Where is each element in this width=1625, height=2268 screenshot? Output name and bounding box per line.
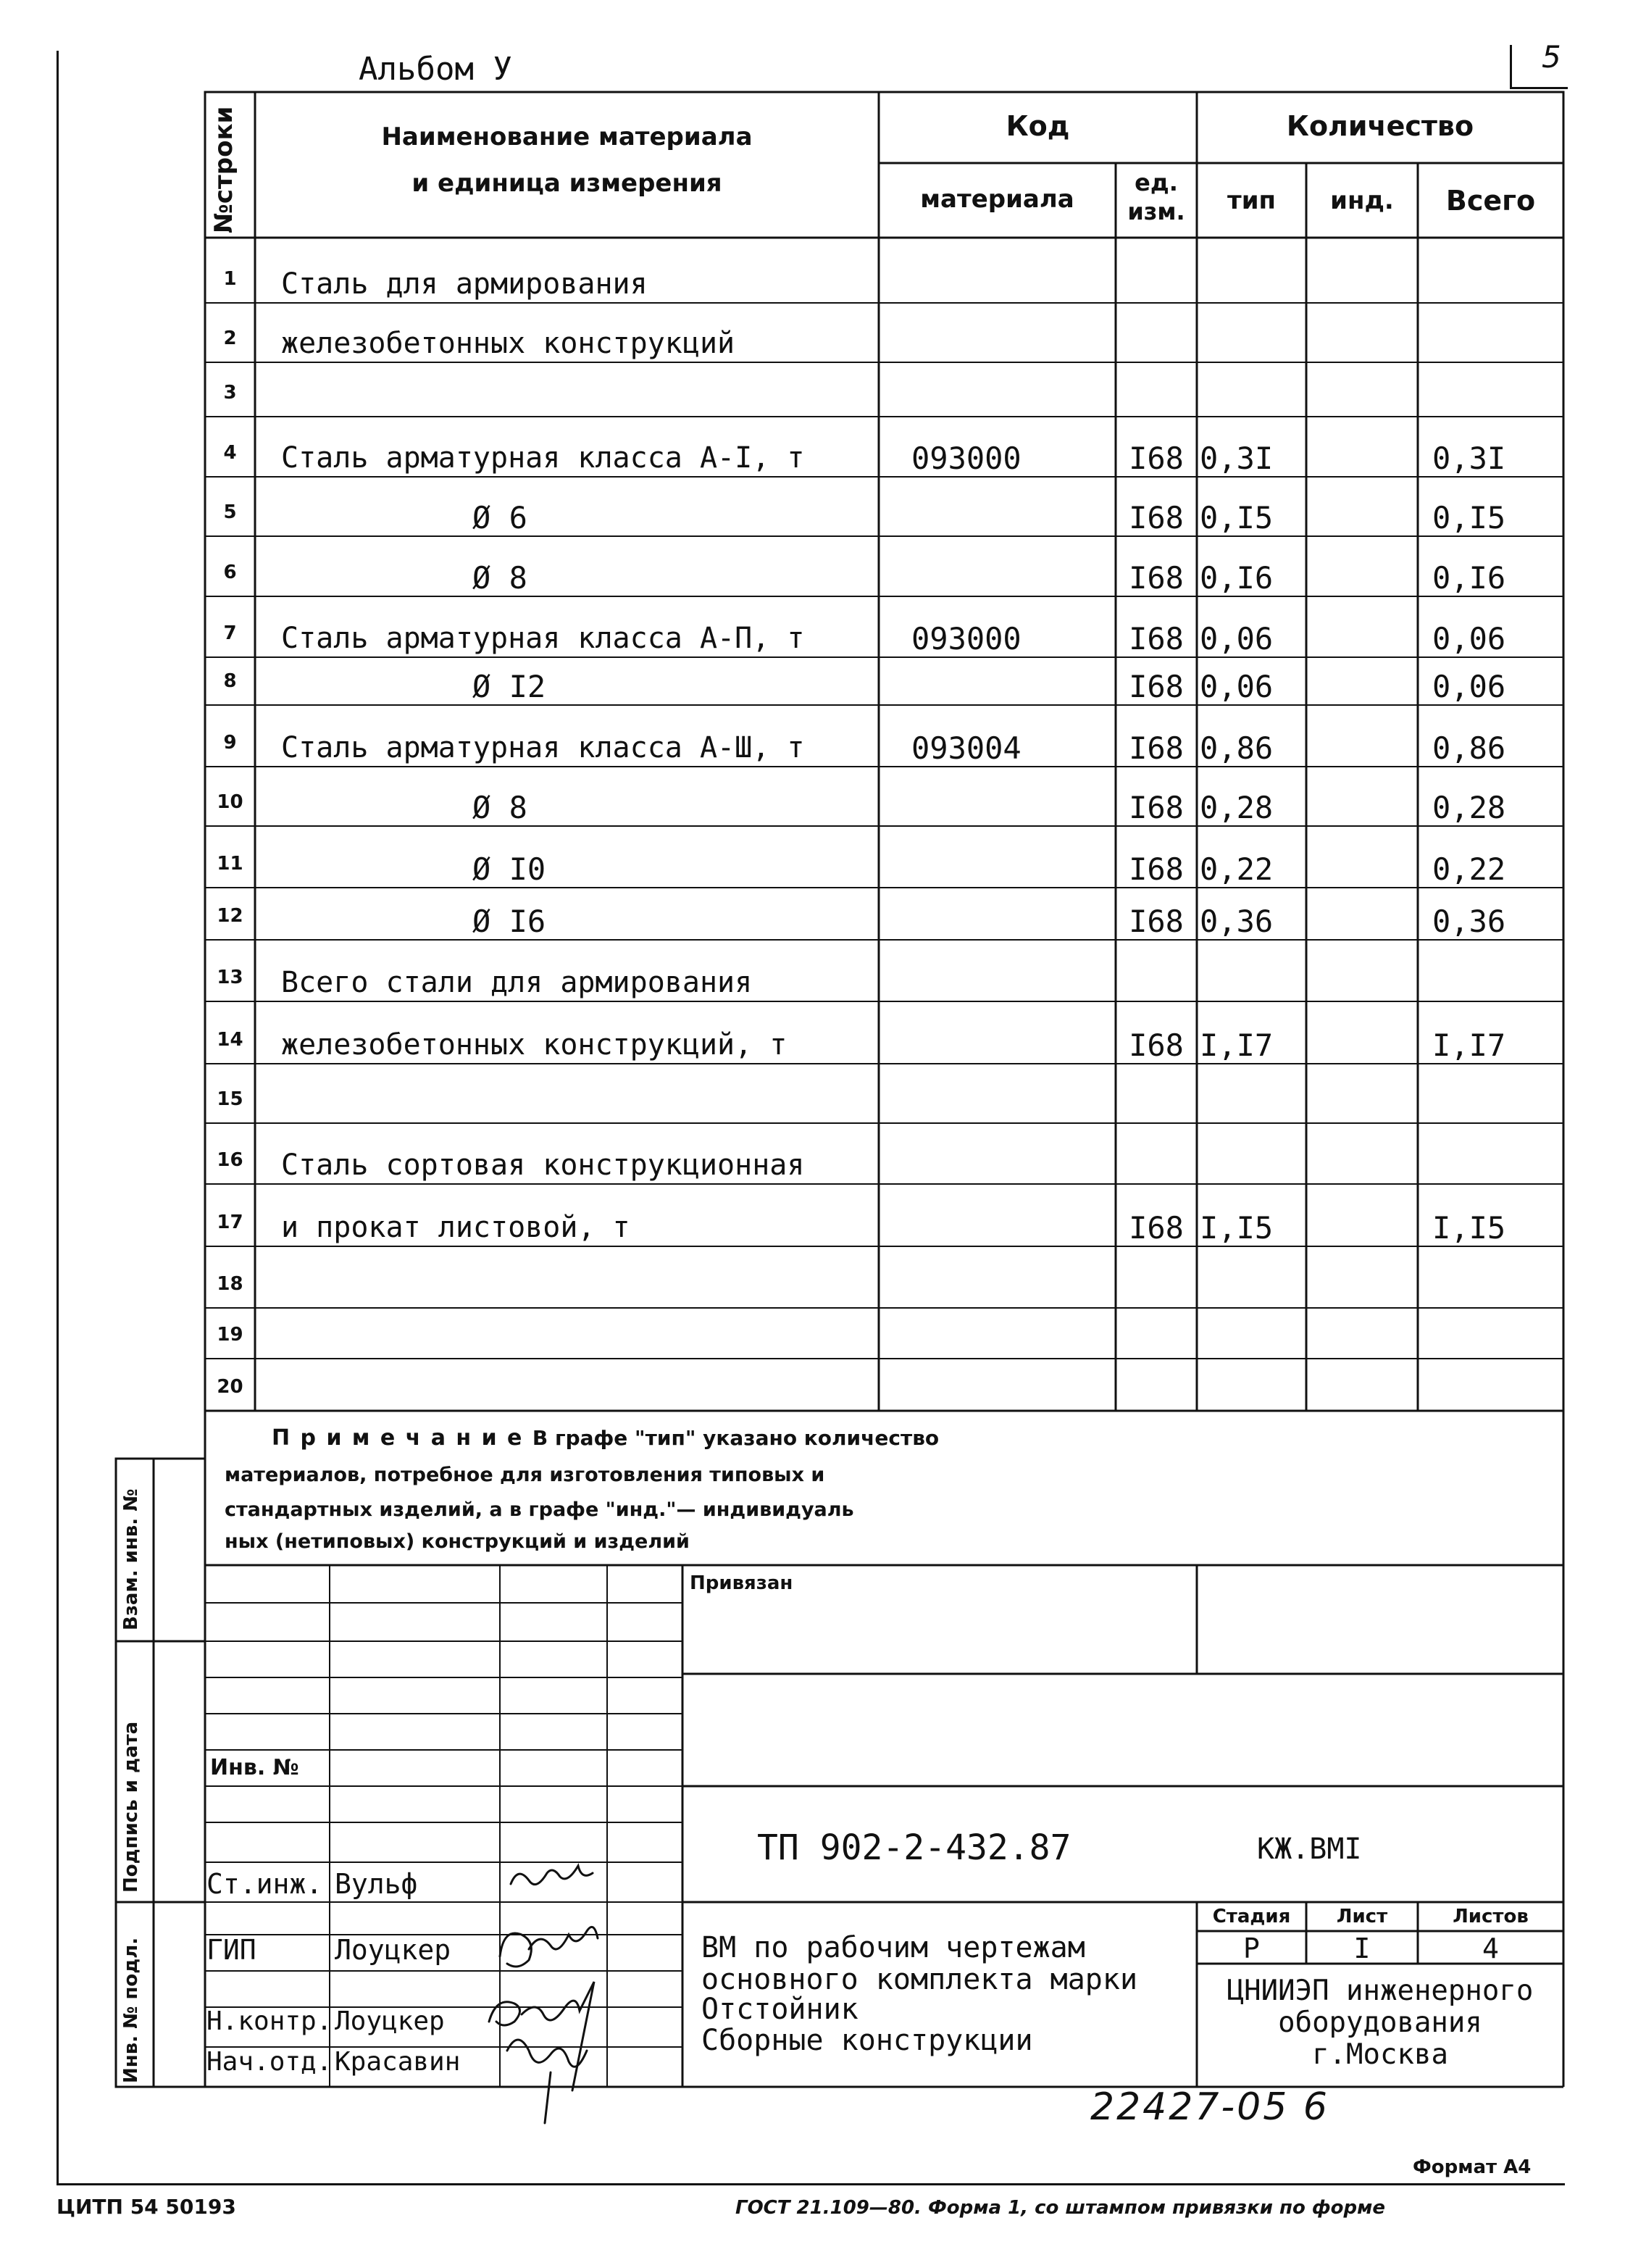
unit-code: I68	[1129, 560, 1184, 596]
header-type: тип	[1227, 186, 1277, 215]
material-name: Сталь арматурная класса А-I, т	[281, 441, 805, 475]
name-2: Лоуцкер	[335, 1934, 451, 1966]
quantity-type: 0,86	[1200, 730, 1274, 766]
row-number: 17	[217, 1212, 243, 1233]
quantity-total: 0,06	[1432, 621, 1506, 656]
role-2: ГИП	[206, 1934, 256, 1966]
signature-3	[489, 1982, 594, 2090]
inv-no-label: Инв. №	[210, 1755, 299, 1780]
name-4: Красавин	[335, 2047, 461, 2077]
sheets-value: 4	[1482, 1933, 1499, 1964]
row-number: 11	[217, 853, 243, 875]
stage-value: Р	[1243, 1933, 1260, 1964]
material-name: и прокат листовой, т	[281, 1211, 630, 1244]
role-1: Ст.инж.	[206, 1868, 323, 1900]
quantity-total: 0,28	[1432, 790, 1506, 825]
doc-mark: КЖ.ВМI	[1257, 1833, 1362, 1866]
unit-code: I68	[1129, 441, 1184, 476]
privyazan-label: Привязан	[690, 1572, 793, 1594]
title-line3: Отстойник	[701, 1993, 859, 2026]
title-line2: основного комплекта марки	[701, 1963, 1138, 1996]
doc-code: ТП 902-2-432.87	[757, 1827, 1072, 1868]
handwritten-number: 22427-05 6	[1090, 2085, 1329, 2129]
note-line2: материалов, потребное для изготовления типовых и	[225, 1464, 825, 1486]
signature-2	[500, 1927, 598, 1967]
quantity-type: 0,36	[1200, 904, 1274, 939]
quantity-type: 0,06	[1200, 621, 1274, 656]
quantity-total: 0,I5	[1432, 500, 1506, 535]
quantity-total: 0,I6	[1432, 560, 1506, 596]
material-name: Сталь арматурная класса А-П, т	[281, 622, 805, 655]
org-line3: г.Москва	[1312, 2038, 1448, 2071]
name-1: Вульф	[335, 1868, 418, 1900]
unit-code: I68	[1129, 851, 1184, 887]
header-ind: инд.	[1330, 186, 1394, 215]
org-line1: ЦНИИЭП инженерного	[1227, 1975, 1534, 2007]
row-number: 2	[223, 328, 237, 349]
quantity-type: I,I5	[1200, 1210, 1274, 1246]
header-unit-1: ед.	[1135, 169, 1178, 196]
unit-code: I68	[1129, 790, 1184, 825]
row-number: 1	[223, 268, 237, 290]
material-name: Сталь арматурная класса А-Ш, т	[281, 731, 805, 764]
note-title-text: П р и м е ч а н и е	[272, 1425, 524, 1451]
unit-code: I68	[1129, 1027, 1184, 1063]
format-label: Формат А4	[1413, 2156, 1532, 2178]
row-number: 14	[217, 1029, 243, 1051]
footer-right: ГОСТ 21.109—80. Форма 1, со штампом привязки по форме	[735, 2197, 1386, 2219]
row-number: 12	[217, 905, 243, 927]
quantity-total: 0,22	[1432, 851, 1506, 887]
material-name: железобетонных конструкций, т	[281, 1028, 788, 1062]
quantity-total: 0,06	[1432, 669, 1506, 704]
material-code: 093000	[911, 621, 1022, 656]
header-row-no: №строки	[209, 106, 238, 233]
row-number: 20	[217, 1376, 243, 1398]
quantity-type: 0,I6	[1200, 560, 1274, 596]
unit-code: I68	[1129, 621, 1184, 656]
role-4: Нач.отд.	[206, 2047, 333, 2077]
header-material: материала	[920, 185, 1074, 214]
unit-code: I68	[1129, 1210, 1184, 1246]
header-name-line1: Наименование материала	[381, 122, 753, 151]
signature-1	[511, 1866, 593, 1885]
row-number: 8	[223, 670, 237, 692]
footer-left: ЦИТП 54 50193	[57, 2195, 236, 2219]
unit-code: I68	[1129, 500, 1184, 535]
row-number: 4	[223, 442, 237, 464]
material-name: Ø 6	[472, 500, 527, 535]
quantity-total: 0,86	[1432, 730, 1506, 766]
quantity-type: I,I7	[1200, 1027, 1274, 1063]
row-number: 7	[223, 622, 237, 644]
quantity-total: I,I7	[1432, 1027, 1506, 1063]
material-name: Ø I2	[472, 669, 546, 704]
row-number: 13	[217, 967, 243, 988]
note-line1: В графе "тип" указано количество	[532, 1426, 940, 1450]
material-name: Сталь для армирования	[281, 267, 648, 301]
stage-label: Стадия	[1212, 1906, 1291, 1927]
material-code: 093000	[911, 441, 1022, 476]
role-3: Н.контр.	[206, 2006, 333, 2036]
org-line2: оборудования	[1278, 2006, 1482, 2039]
unit-code: I68	[1129, 669, 1184, 704]
quantity-type: 0,06	[1200, 669, 1274, 704]
material-name: Ø 8	[472, 560, 527, 596]
quantity-total: 0,36	[1432, 904, 1506, 939]
material-name: Ø I6	[472, 904, 546, 939]
sheets-label: Листов	[1453, 1906, 1529, 1927]
quantity-type: 0,3I	[1200, 441, 1274, 476]
title-line1: ВМ по рабочим чертежам	[701, 1931, 1085, 1964]
note-line4: ных (нетиповых) конструкций и изделий	[225, 1530, 690, 1553]
material-name: Ø 8	[472, 790, 527, 825]
row-number: 5	[223, 501, 237, 523]
material-name: железобетонных конструкций	[281, 327, 735, 360]
row-number: 18	[217, 1273, 243, 1295]
page-number: 5	[1542, 39, 1561, 75]
sheet-value: I	[1353, 1933, 1371, 1964]
row-number: 9	[223, 732, 237, 754]
material-code: 093004	[911, 730, 1022, 766]
unit-code: I68	[1129, 904, 1184, 939]
row-number: 15	[217, 1088, 243, 1110]
material-name: Ø I0	[472, 851, 546, 887]
title-line4: Сборные конструкции	[701, 2024, 1033, 2057]
row-number: 3	[223, 382, 237, 404]
name-3: Лоуцкер	[335, 2006, 445, 2036]
note-line3: стандартных изделий, а в графе "инд."— индивидуаль	[225, 1498, 854, 1521]
header-unit-2: изм.	[1127, 198, 1185, 225]
side-label-podpis: Подпись и дата	[120, 1721, 142, 1893]
row-number: 19	[217, 1324, 243, 1346]
row-number: 10	[217, 791, 243, 813]
header-code: Код	[1006, 110, 1070, 142]
unit-code: I68	[1129, 730, 1184, 766]
header-total: Всего	[1445, 185, 1536, 217]
quantity-total: 0,3I	[1432, 441, 1506, 476]
side-label-vzam: Взам. инв. №	[120, 1488, 142, 1630]
album-title: Альбом У	[359, 51, 512, 88]
material-name: Сталь сортовая конструкционная	[281, 1148, 805, 1182]
row-number: 16	[217, 1149, 243, 1171]
quantity-type: 0,22	[1200, 851, 1274, 887]
side-label-inv: Инв. № подл.	[120, 1937, 142, 2083]
header-name-line2: и единица измерения	[412, 169, 722, 198]
quantity-total: I,I5	[1432, 1210, 1506, 1246]
quantity-type: 0,I5	[1200, 500, 1274, 535]
material-name: Всего стали для армирования	[281, 966, 753, 999]
row-number: 6	[223, 562, 237, 583]
header-quantity: Количество	[1286, 110, 1474, 142]
quantity-type: 0,28	[1200, 790, 1274, 825]
sheet-label: Лист	[1336, 1906, 1388, 1927]
